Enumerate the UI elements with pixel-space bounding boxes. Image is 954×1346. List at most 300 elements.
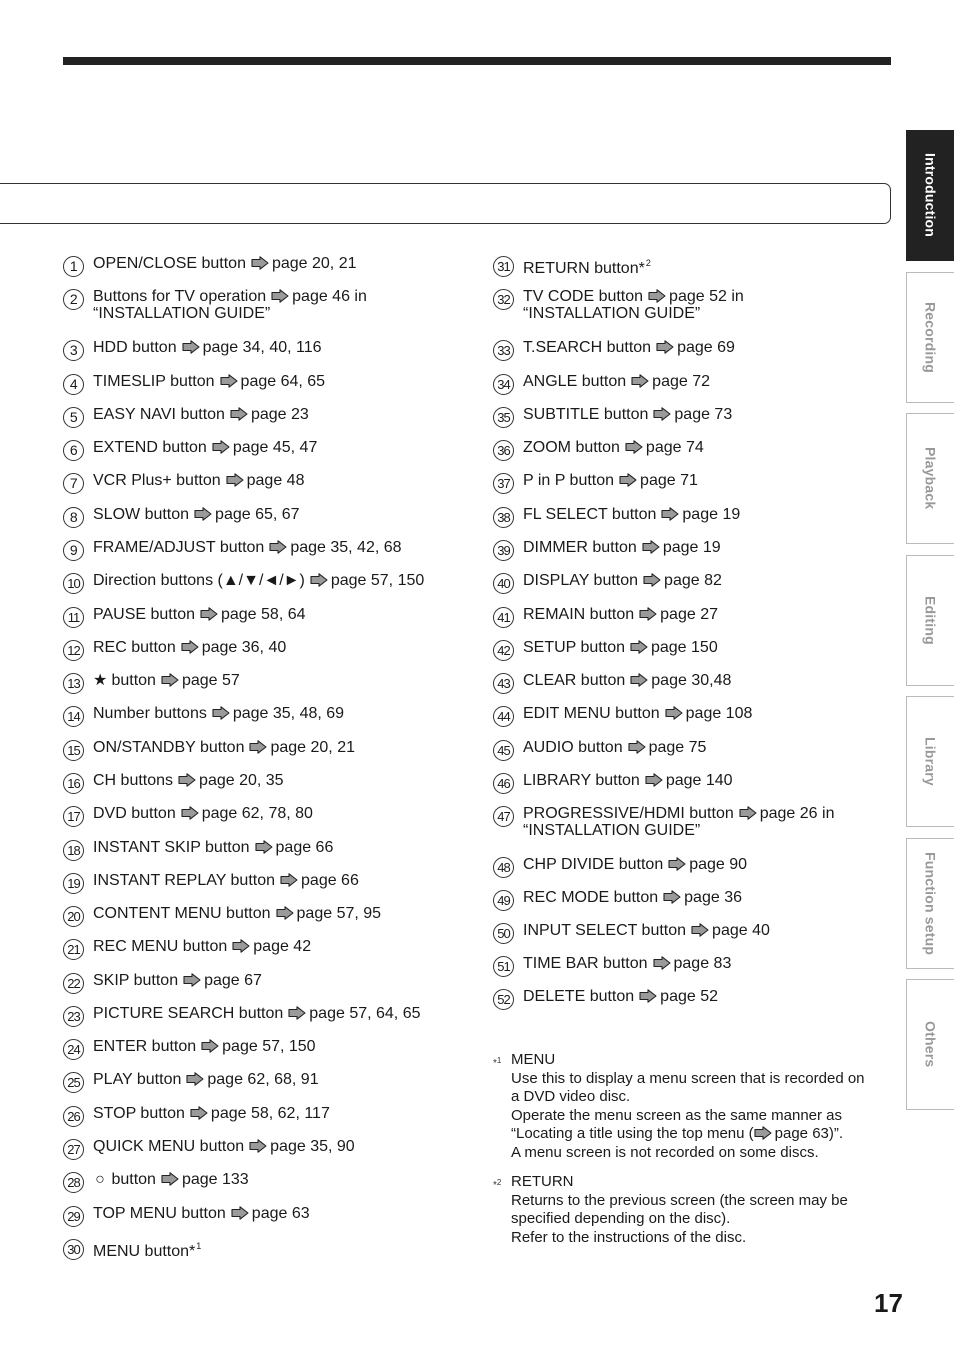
item-number-badge: 8 — [63, 507, 84, 528]
footnote-mark — [493, 1051, 511, 1162]
button-name: Buttons for TV operation — [93, 288, 267, 305]
item-text — [93, 1205, 310, 1222]
circle-icon: ○ — [95, 1171, 105, 1188]
page-reference-arrow-icon — [668, 857, 686, 871]
list-item — [493, 856, 747, 878]
page-reference-arrow-icon — [648, 289, 666, 303]
page-reference-arrow-icon — [619, 473, 637, 487]
page-reference-arrow-icon — [178, 773, 196, 787]
page-reference: page 27 — [660, 606, 718, 623]
button-name: PLAY button — [93, 1071, 182, 1088]
list-item — [63, 872, 359, 894]
item-number-badge: 1 — [63, 256, 84, 277]
item-number-badge: 12 — [63, 640, 84, 661]
page-reference-arrow-icon — [276, 906, 294, 920]
page-reference-arrow-icon — [288, 1006, 306, 1020]
page-reference: page 71 — [640, 472, 698, 489]
page-reference-arrow-icon — [255, 840, 273, 854]
page-reference: page 73 — [674, 406, 733, 423]
page-reference-arrow-icon — [645, 773, 663, 787]
item-number-badge: 29 — [63, 1206, 84, 1227]
item-text — [93, 606, 306, 623]
list-item — [493, 606, 718, 628]
item-number-badge: 10 — [63, 573, 84, 594]
item-text — [93, 373, 325, 390]
page-reference-arrow-icon — [639, 607, 657, 621]
page-reference-arrow-icon — [661, 507, 679, 521]
button-name: T.SEARCH button — [523, 339, 652, 356]
page-reference: page 90 — [689, 856, 748, 873]
item-number-badge: 31 — [493, 256, 514, 277]
page-reference-arrow-icon — [251, 256, 269, 270]
page-reference: page 57, 150 — [330, 572, 425, 589]
item-number-badge: 35 — [493, 407, 514, 428]
button-name: TV CODE button — [523, 288, 644, 305]
item-text — [93, 1105, 330, 1122]
footnote-line: a DVD video disc. — [511, 1088, 631, 1105]
list-item — [493, 572, 722, 594]
button-name: EDIT MENU button — [523, 705, 660, 722]
button-name: INPUT SELECT button — [523, 922, 687, 939]
item-text — [93, 1171, 249, 1188]
item-number-badge: 43 — [493, 673, 514, 694]
button-name: STOP button — [93, 1105, 185, 1122]
button-name: PAUSE button — [93, 606, 195, 623]
item-text — [523, 255, 651, 277]
button-name: MENU button* — [93, 1243, 196, 1260]
tab-label: Others — [922, 1021, 939, 1068]
page-reference: page 67 — [204, 972, 262, 989]
item-number-badge: 30 — [63, 1239, 84, 1260]
page-reference: page 82 — [664, 572, 722, 589]
page-reference-arrow-icon — [625, 440, 643, 454]
list-item — [63, 288, 367, 322]
item-number-badge: 22 — [63, 973, 84, 994]
item-number-badge: 44 — [493, 706, 514, 727]
list-item — [63, 572, 424, 594]
button-name: INSTANT REPLAY button — [93, 872, 276, 889]
page-reference-arrow-icon — [663, 890, 681, 904]
list-item — [63, 805, 313, 827]
list-item — [493, 922, 770, 944]
item-number-badge: 48 — [493, 857, 514, 878]
list-item — [63, 1171, 249, 1193]
item-text — [523, 288, 744, 322]
page-reference: page 35, 42, 68 — [290, 539, 402, 556]
button-name: button — [111, 672, 156, 689]
page-reference-arrow-icon — [271, 289, 289, 303]
page-reference-arrow-icon — [628, 740, 646, 754]
list-item — [63, 1205, 310, 1227]
page-reference: page 36 — [684, 889, 742, 906]
button-name: CONTENT MENU button — [93, 905, 271, 922]
page-reference: page 19 — [662, 539, 721, 556]
list-item — [63, 672, 240, 694]
item-number-badge: 46 — [493, 773, 514, 794]
page-reference: page 36, 40 — [201, 639, 287, 656]
page-reference-arrow-icon — [231, 1206, 249, 1220]
button-name: DVD button — [93, 805, 176, 822]
item-text — [523, 805, 834, 839]
page-reference: page 150 — [650, 639, 718, 656]
footnote-line: Refer to the instructions of the disc. — [511, 1228, 747, 1246]
item-number-badge: 32 — [493, 289, 514, 310]
footnote-mark — [493, 1173, 511, 1247]
item-number-badge: 16 — [63, 773, 84, 794]
button-name: REC MODE button — [523, 889, 659, 906]
item-text — [523, 672, 731, 689]
button-name: PICTURE SEARCH button — [93, 1005, 284, 1022]
footnotes — [493, 1051, 893, 1258]
page-reference-arrow-icon — [181, 640, 199, 654]
page-reference: page 57, 150 — [222, 1038, 316, 1055]
item-number-badge: 20 — [63, 906, 84, 927]
page-number: 17 — [874, 1288, 903, 1318]
item-text — [523, 406, 732, 423]
tab-function-setup[interactable] — [906, 838, 954, 969]
item-text — [523, 539, 721, 556]
page-reference: page 35, 90 — [270, 1138, 355, 1155]
page-reference-arrow-icon — [212, 440, 230, 454]
page-reference-arrow-icon — [754, 1126, 772, 1140]
item-number-badge: 28 — [63, 1172, 84, 1193]
button-name: CH buttons — [93, 772, 174, 789]
footnote-2 — [493, 1173, 893, 1247]
page-reference: page 46 in — [292, 288, 367, 305]
page-reference: page 42 — [253, 938, 312, 955]
page-reference-arrow-icon — [181, 806, 199, 820]
item-number-badge: 41 — [493, 607, 514, 628]
button-name: DIMMER button — [523, 539, 637, 556]
page-reference-arrow-icon — [212, 706, 230, 720]
button-name: ANGLE button — [523, 373, 627, 390]
footnote-line: Returns to the previous screen (the screen may be — [511, 1191, 848, 1209]
button-name: button — [111, 1171, 156, 1188]
list-item — [63, 1238, 201, 1260]
footnote-line: A menu screen is not recorded on some discs. — [511, 1143, 819, 1161]
list-item — [493, 805, 834, 839]
item-text — [93, 739, 355, 756]
list-item — [63, 1105, 330, 1127]
button-name: P in P button — [523, 472, 615, 489]
page-reference: page 40 — [712, 922, 770, 939]
list-item — [63, 439, 317, 461]
footnote-ref-page: page 63)”. — [774, 1125, 844, 1142]
tab-label: Recording — [922, 301, 939, 374]
item-text — [93, 872, 359, 889]
page-reference-arrow-icon — [656, 340, 674, 354]
page-reference-arrow-icon — [182, 340, 200, 354]
page-reference: page 57, 64, 65 — [309, 1005, 421, 1022]
footnote-title: MENU — [511, 1051, 556, 1068]
page-reference: page 133 — [181, 1171, 249, 1188]
page-reference-arrow-icon — [639, 989, 657, 1003]
button-name: Direction buttons (▲/▼/◄/►) — [93, 572, 305, 589]
list-item — [63, 406, 309, 428]
button-name: VCR Plus+ button — [93, 472, 221, 489]
footnote-asterisk: * — [493, 1180, 497, 1191]
item-text — [93, 1238, 201, 1260]
item-number-badge: 23 — [63, 1006, 84, 1027]
item-text — [93, 288, 367, 322]
button-name: SLOW button — [93, 506, 190, 523]
tab-label: Editing — [922, 596, 939, 645]
list-item — [493, 772, 733, 794]
page-reference: page 20, 21 — [271, 255, 357, 272]
list-item — [493, 373, 710, 395]
button-name: REC button — [93, 639, 176, 656]
button-name: TIME BAR button — [523, 955, 648, 972]
list-item — [493, 472, 698, 494]
item-text — [523, 606, 718, 623]
button-name: OPEN/CLOSE button — [93, 255, 246, 272]
item-number-badge: 21 — [63, 939, 84, 960]
button-name: RETURN button* — [523, 260, 645, 277]
top-rule — [63, 57, 891, 65]
page-reference-arrow-icon — [665, 706, 683, 720]
button-name: ENTER button — [93, 1038, 197, 1055]
button-name: PROGRESSIVE/HDMI button — [523, 805, 734, 822]
star-icon: ★ — [93, 672, 108, 689]
page-reference: page 48 — [246, 472, 305, 489]
tab-others[interactable] — [906, 979, 954, 1110]
button-name: SKIP button — [93, 972, 179, 989]
button-name: AUDIO button — [523, 739, 623, 756]
button-name: QUICK MENU button — [93, 1138, 245, 1155]
button-name: TOP MENU button — [93, 1205, 226, 1222]
list-item — [493, 889, 742, 911]
button-name: SUBTITLE button — [523, 406, 649, 423]
page-reference: page 83 — [673, 955, 732, 972]
item-text — [523, 506, 740, 523]
list-item — [493, 506, 740, 528]
page-reference-arrow-icon — [631, 374, 649, 388]
page-reference: page 45, 47 — [232, 439, 318, 456]
page-reference: page 58, 62, 117 — [210, 1105, 330, 1122]
list-item — [63, 772, 284, 794]
button-name: CLEAR button — [523, 672, 626, 689]
item-number-badge: 39 — [493, 540, 514, 561]
item-text — [523, 922, 770, 939]
page-reference: page 19 — [682, 506, 741, 523]
footnote-body — [511, 1173, 893, 1247]
footnote-line: Operate the menu screen as the same manner as — [511, 1106, 843, 1124]
item-text — [93, 1071, 319, 1088]
footnote-line: specified depending on the disc). — [511, 1210, 731, 1227]
item-text — [93, 472, 304, 489]
page-reference: page 57, 95 — [296, 905, 382, 922]
page-reference-arrow-icon — [653, 407, 671, 421]
page-reference-arrow-icon — [226, 473, 244, 487]
page-reference-continued: “INSTALLATION GUIDE” — [93, 305, 271, 322]
button-name: REMAIN button — [523, 606, 635, 623]
button-name: SETUP button — [523, 639, 625, 656]
page-reference: page 26 in — [759, 805, 835, 822]
footnote-asterisk: * — [493, 1058, 497, 1069]
page-reference: page 64, 65 — [240, 373, 326, 390]
item-number-badge: 4 — [63, 374, 84, 395]
button-name: HDD button — [93, 339, 177, 356]
list-item — [63, 1071, 319, 1093]
list-item — [493, 255, 651, 277]
page-reference-arrow-icon — [161, 673, 179, 687]
item-text — [523, 705, 752, 722]
page-reference: page 30,48 — [651, 672, 732, 689]
tab-label: Function setup — [922, 851, 939, 956]
item-text — [93, 805, 313, 822]
item-text — [93, 639, 286, 656]
item-text — [93, 672, 240, 689]
list-item — [63, 606, 306, 628]
tab-label: Library — [922, 737, 939, 786]
tab-label: Playback — [922, 447, 939, 510]
list-item — [63, 539, 402, 561]
item-number-badge: 34 — [493, 374, 514, 395]
tab-recording[interactable] — [906, 272, 954, 403]
page-reference-arrow-icon — [201, 1039, 219, 1053]
item-text — [93, 339, 322, 356]
item-number-badge: 13 — [63, 673, 84, 694]
item-number-badge: 19 — [63, 873, 84, 894]
page-reference-arrow-icon — [230, 407, 248, 421]
button-name: FL SELECT button — [523, 506, 657, 523]
page-reference-arrow-icon — [643, 573, 661, 587]
list-item — [493, 639, 718, 661]
item-number-badge: 38 — [493, 507, 514, 528]
button-name: DELETE button — [523, 988, 635, 1005]
footnote-number: 2 — [496, 1178, 502, 1187]
tab-label: Introduction — [922, 153, 939, 238]
item-text — [93, 255, 357, 272]
page-reference-arrow-icon — [739, 806, 757, 820]
item-number-badge: 18 — [63, 840, 84, 861]
item-text — [523, 373, 710, 390]
page-reference-arrow-icon — [190, 1106, 208, 1120]
item-text — [523, 955, 731, 972]
tab-library[interactable] — [906, 696, 954, 827]
item-text — [523, 739, 706, 756]
page-reference-arrow-icon — [269, 540, 287, 554]
page-reference-arrow-icon — [249, 1139, 267, 1153]
item-number-badge: 24 — [63, 1039, 84, 1060]
button-name: CHP DIVIDE button — [523, 856, 664, 873]
item-number-badge: 11 — [63, 607, 84, 628]
list-item — [63, 739, 355, 761]
page-reference: page 75 — [648, 739, 707, 756]
page-reference: page 66 — [301, 872, 359, 889]
footnote-body — [511, 1051, 893, 1162]
list-item — [63, 506, 300, 528]
list-item — [63, 705, 344, 727]
item-text — [93, 938, 311, 955]
item-text — [93, 572, 424, 589]
page-reference: page 62, 68, 91 — [207, 1071, 319, 1088]
button-name: Number buttons — [93, 705, 207, 722]
item-text — [93, 705, 344, 722]
page-reference-arrow-icon — [642, 540, 660, 554]
item-number-badge: 6 — [63, 440, 84, 461]
list-item — [493, 705, 752, 727]
item-number-badge: 17 — [63, 806, 84, 827]
list-item — [63, 639, 286, 661]
page-reference: page 62, 78, 80 — [201, 805, 313, 822]
item-text — [93, 772, 284, 789]
button-name: LIBRARY button — [523, 772, 640, 789]
tab-introduction[interactable] — [906, 130, 954, 261]
item-text — [523, 889, 742, 906]
button-name: INSTANT SKIP button — [93, 839, 250, 856]
list-item — [63, 255, 357, 277]
page-reference: page 63 — [251, 1205, 310, 1222]
list-item — [63, 1038, 316, 1060]
item-number-badge: 3 — [63, 340, 84, 361]
item-number-badge: 37 — [493, 473, 514, 494]
footnote-marker: 2 — [645, 258, 651, 268]
list-item — [63, 1005, 421, 1027]
list-item — [63, 339, 322, 361]
item-text — [523, 572, 722, 589]
item-number-badge: 15 — [63, 740, 84, 761]
list-item — [493, 672, 731, 694]
item-text — [523, 772, 733, 789]
item-number-badge: 36 — [493, 440, 514, 461]
page-reference: page 52 in — [669, 288, 744, 305]
list-item — [493, 288, 744, 322]
page-reference: page 65, 67 — [215, 506, 300, 523]
page-reference-arrow-icon — [220, 374, 238, 388]
page-reference: page 58, 64 — [220, 606, 306, 623]
list-item — [493, 955, 731, 977]
item-text — [93, 406, 309, 423]
item-text — [93, 506, 300, 523]
item-number-badge: 33 — [493, 340, 514, 361]
item-text — [93, 1038, 316, 1055]
list-item — [493, 539, 721, 561]
page-reference: page 66 — [275, 839, 334, 856]
page-reference: page 20, 35 — [199, 772, 284, 789]
item-number-badge: 27 — [63, 1139, 84, 1160]
tab-playback[interactable] — [906, 413, 954, 544]
page-reference-arrow-icon — [200, 607, 218, 621]
item-number-badge: 7 — [63, 473, 84, 494]
item-number-badge: 25 — [63, 1072, 84, 1093]
list-item — [63, 373, 325, 395]
page-reference: page 57 — [181, 672, 240, 689]
footnote-title: RETURN — [511, 1173, 574, 1190]
page-reference: page 140 — [665, 772, 733, 789]
item-text — [93, 972, 262, 989]
item-number-badge: 5 — [63, 407, 84, 428]
button-name: EXTEND button — [93, 439, 207, 456]
page-reference-continued: “INSTALLATION GUIDE” — [523, 305, 701, 322]
page-reference-arrow-icon — [183, 973, 201, 987]
page-reference: page 20, 21 — [270, 739, 355, 756]
tab-editing[interactable] — [906, 555, 954, 686]
list-item — [493, 988, 718, 1010]
footnote-1 — [493, 1051, 893, 1162]
page-reference: page 69 — [677, 339, 735, 356]
item-text — [93, 1005, 421, 1022]
page-reference: page 34, 40, 116 — [202, 339, 322, 356]
list-item — [493, 739, 706, 761]
item-text — [523, 856, 747, 873]
page-reference-arrow-icon — [161, 1172, 179, 1186]
page-reference: page 52 — [660, 988, 719, 1005]
list-item — [63, 1138, 355, 1160]
button-name: ON/STANDBY button — [93, 739, 245, 756]
page-reference-arrow-icon — [280, 873, 298, 887]
item-text — [93, 439, 317, 456]
